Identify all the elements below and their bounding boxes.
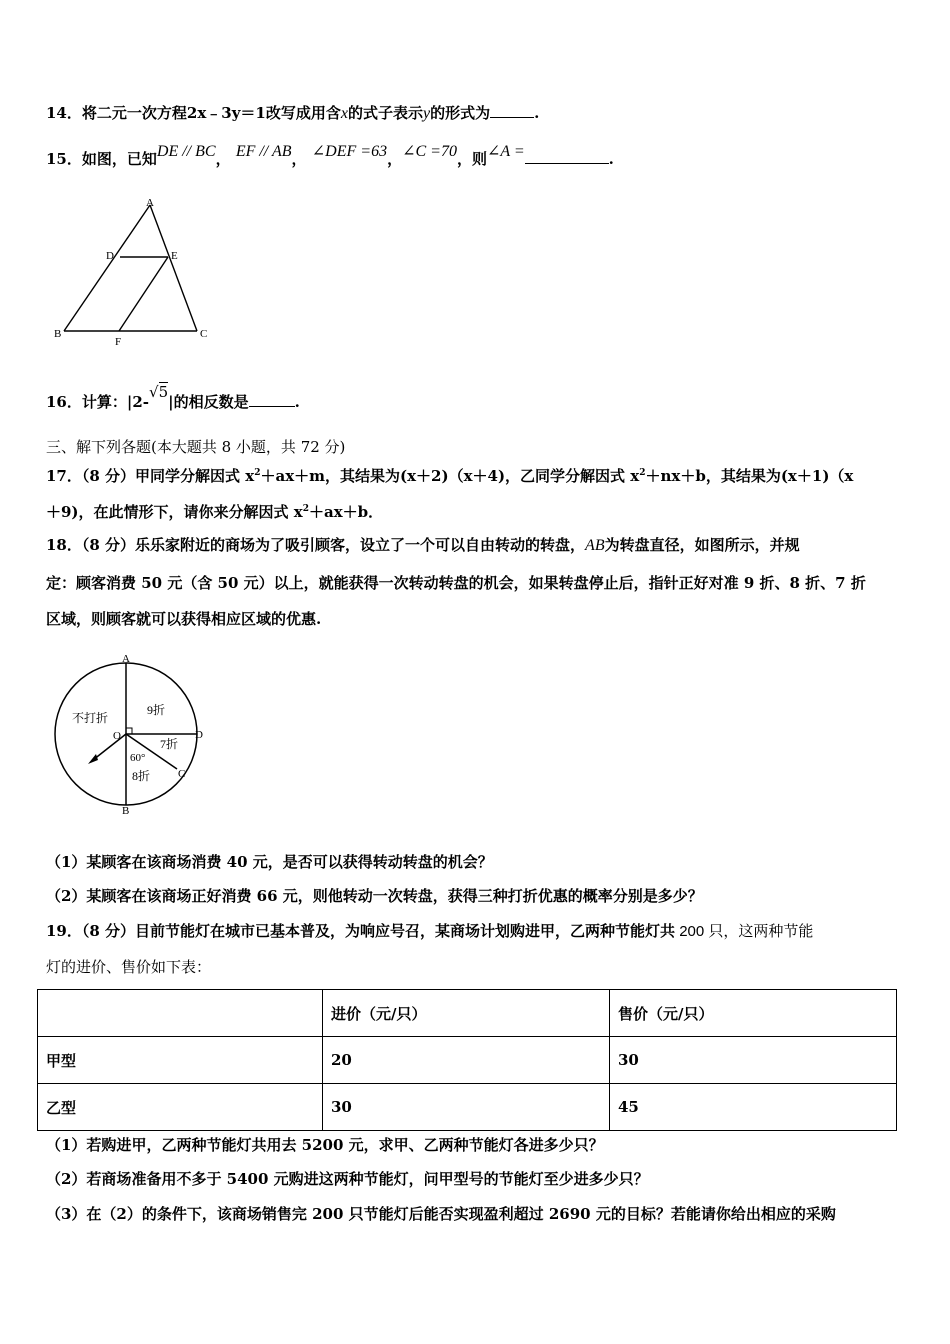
table-cell: 甲型 <box>38 1037 323 1084</box>
q17-sup: 2 <box>639 468 646 478</box>
q15-end: . <box>608 150 614 168</box>
sqrt-radicand: 5 <box>158 383 169 401</box>
q16-line <box>46 383 300 412</box>
q15-number: 15． <box>46 150 82 168</box>
pointer-arrow-icon <box>88 754 98 764</box>
q16-number: 16． <box>46 393 82 411</box>
table-header-cell: 进价（元/只） <box>323 990 610 1037</box>
q17-line2 <box>46 499 383 522</box>
region-90: 9折 <box>147 703 166 717</box>
q14-equation: 2x﹣3y＝1 <box>186 104 266 122</box>
q15-condition-ef-ab: EF // AB <box>235 143 292 160</box>
label-d: D <box>195 729 203 741</box>
q15-sep: ， <box>215 150 231 168</box>
table-header-row <box>38 990 897 1037</box>
q17-sup: 2 <box>254 468 261 478</box>
q14-text: 将二元一次方程 <box>81 104 187 122</box>
angle-label: 60° <box>130 752 146 764</box>
q15-sep: ， <box>387 150 403 168</box>
q18-spinner-figure <box>50 652 210 817</box>
table-header-cell: 售价（元/只） <box>610 990 897 1037</box>
region-70: 7折 <box>160 737 179 751</box>
q14-text: 的形式为 <box>430 104 491 122</box>
q14-var-x: x <box>340 105 348 122</box>
label-a: A <box>122 653 130 665</box>
q14-text: 的式子表示 <box>348 104 424 122</box>
q16-end: . <box>294 393 300 411</box>
sqrt-symbol: √5 <box>149 383 169 401</box>
label-a: A <box>146 197 154 209</box>
q19-sub3: （3）在（2）的条件下，该商场销售完 200 只节能灯后能否实现盈利超过 2690 元的目标？若能请你给出相应的采购 <box>46 1205 836 1223</box>
q14-answer-blank[interactable] <box>490 103 534 118</box>
label-e: E <box>171 250 178 262</box>
q15-text: 如图，已知 <box>81 150 157 168</box>
q19-text: 19．（8 分）目前节能灯在城市已基本普及，为响应号召，某商场计划购进甲，乙两种节能灯共 <box>46 922 676 940</box>
q15-condition-de-bc: DE // BC <box>156 143 216 160</box>
q14-line <box>46 103 539 124</box>
q17-line1 <box>46 463 853 486</box>
side-ab <box>64 205 150 331</box>
label-d: D <box>106 250 114 262</box>
label-c: C <box>200 328 208 340</box>
q16-answer-blank[interactable] <box>249 392 295 407</box>
table-row <box>38 1037 897 1084</box>
q19-sub2: （2）若商场准备用不多于 5400 元购进这两种节能灯，问甲型号的节能灯至少进多少只？ <box>46 1170 649 1188</box>
q15-text: ，则 <box>456 150 487 168</box>
q19-line1 <box>46 921 813 942</box>
pointer <box>93 734 126 760</box>
q14-end: . <box>534 104 540 122</box>
q17-text: ＋ax＋b． <box>308 503 384 521</box>
q17-text: ＋nx＋b，其结果为(x＋1)（x <box>645 467 854 485</box>
q14-number: 14． <box>46 104 82 122</box>
q16-text: |的相反数是 <box>168 393 249 411</box>
q15-condition-angle-def: ∠DEF =63 <box>311 143 388 160</box>
q17-text: ＋9)，在此情形下，请你来分解因式 x <box>46 503 303 521</box>
side-ac <box>150 205 197 331</box>
q15-triangle-figure <box>50 195 220 350</box>
q17-sup: 2 <box>302 504 309 514</box>
q14-var-y: y <box>423 105 431 122</box>
table-cell: 乙型 <box>38 1084 323 1131</box>
q15-angle-a: ∠A = <box>486 143 525 160</box>
q19-line2: 灯的进价、售价如下表： <box>46 959 212 976</box>
table-cell: 45 <box>610 1084 897 1131</box>
q18-text: 18．（8 分）乐乐家附近的商场为了吸引顾客，设立了一个可以自由转动的转盘， <box>46 536 586 554</box>
label-c: C <box>178 768 186 780</box>
q18-line1 <box>46 535 800 556</box>
table-row <box>38 1084 897 1131</box>
q15-line <box>46 143 614 170</box>
q15-answer-blank[interactable] <box>525 149 609 164</box>
label-b: B <box>122 805 130 817</box>
q18-line2: 定：顾客消费 50 元（含 50 元）以上，就能获得一次转动转盘的机会，如果转盘停止后，指针正好对准 9 折、8 折、7 折 <box>46 574 866 592</box>
label-b: B <box>54 328 62 340</box>
q17-text: ＋ax＋m，其结果为(x＋2)（x＋4)，乙同学分解因式 x <box>260 467 640 485</box>
q19-sub1: （1）若购进甲，乙两种节能灯共用去 5200 元，求甲、乙两种节能灯各进多少只？ <box>46 1136 604 1154</box>
section3-title: 三、解下列各题(本大题共 8 小题，共 72 分) <box>46 438 346 456</box>
segment-ef <box>119 257 168 331</box>
region-no-discount: 不打折 <box>72 711 109 725</box>
right-angle-mark <box>126 728 132 734</box>
q17-text: 17．（8 分）甲同学分解因式 x <box>46 467 255 485</box>
label-f: F <box>115 336 122 348</box>
q19-text-normal: 200 只，这两种节能 <box>675 923 814 940</box>
q18-line3: 区域，则顾客就可以获得相应区域的优惠. <box>46 610 322 628</box>
q14-text: 改写成用含 <box>265 104 341 122</box>
price-table <box>37 989 897 1131</box>
q15-condition-angle-c: ∠C =70 <box>402 143 457 160</box>
q18-text: 为转盘直径，如图所示，并规 <box>604 536 800 554</box>
q18-sub2: （2）某顾客在该商场正好消费 66 元，则他转动一次转盘，获得三种打折优惠的概率分别是多少？ <box>46 887 703 905</box>
q16-text: 计算：|2- <box>81 393 149 411</box>
q18-sub1: （1）某顾客在该商场消费 40 元，是否可以获得转动转盘的机会？ <box>46 853 493 871</box>
label-o: O <box>113 730 121 742</box>
table-cell: 30 <box>323 1084 610 1131</box>
q15-sep: ， <box>291 150 307 168</box>
table-cell: 30 <box>610 1037 897 1084</box>
table-cell: 20 <box>323 1037 610 1084</box>
q18-ab: AB <box>585 537 605 554</box>
table-header-cell <box>38 990 323 1037</box>
region-80: 8折 <box>132 769 151 783</box>
